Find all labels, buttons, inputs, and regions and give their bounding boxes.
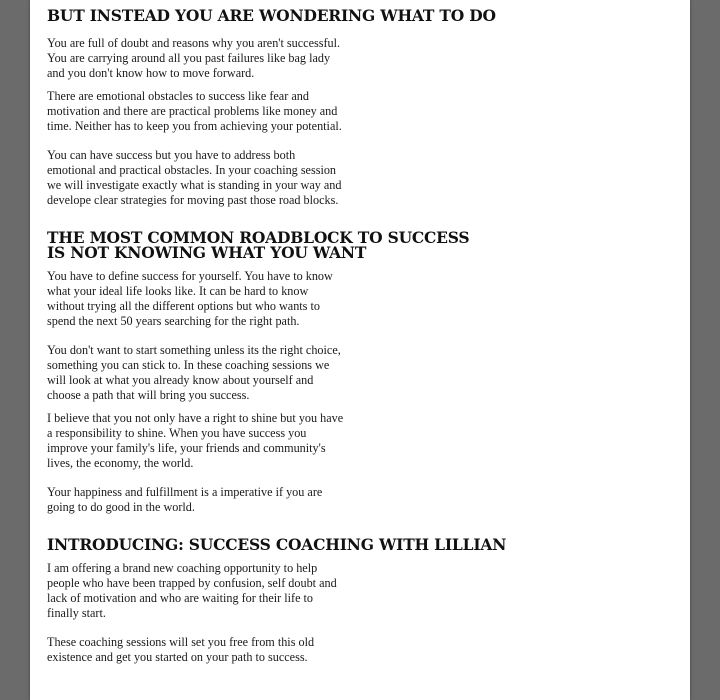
paragraph: There are emotional obstacles to success like fear and motivation and there are practical problems like money and time. Neither has to keep you from achieving your potential. (47, 89, 342, 133)
paragraph: These coaching sessions will set you free from this old existence and get you started on your path to success. (47, 635, 315, 664)
paragraph: You have to define success for yourself. You have to know what your ideal life looks like. It can be hard to know without trying all the different options but who wants to spend the next 50 years searching for the right path. (47, 269, 333, 328)
paragraph: You can have success but you have to address both emotional and practical obstacles. In your coaching session we will investigate exactly what is standing in your way and develope clear strategies for moving past those road blocks. (47, 148, 342, 207)
paragraph: Your happiness and fulfillment is a imperative if you are going to do good in the world. (47, 485, 323, 514)
paragraph: I believe that you not only have a right to shine but you have a responsibility to shine. When you have success you improve your family's life, your friends and community's lives, the economy, the world. (47, 411, 344, 470)
heading-roadblock: THE MOST COMMON ROADBLOCK TO SUCCESS IS NOT KNOWING WHAT YOU WANT (47, 228, 470, 262)
document-content (47, 8, 517, 665)
paragraph: You don't want to start something unless its the right choice, something you can stick to. In these coaching sessions we will look at what you already know about yourself and choose a path that will bring you success. (47, 343, 341, 402)
paragraph: You are full of doubt and reasons why you aren't successful. You are carrying around all you past failures like bag lady and you don't know how to move forward. (47, 36, 341, 80)
paragraph: I am offering a brand new coaching opportunity to help people who have been trapped by confusion, self doubt and lack of motivation and who are waiting for their life to finally start. (47, 561, 337, 620)
heading-introducing: INTRODUCING: SUCCESS COACHING WITH LILLIAN (47, 535, 507, 554)
document-page (30, 0, 690, 700)
heading-wondering: BUT INSTEAD YOU ARE WONDERING WHAT TO DO (47, 6, 496, 25)
